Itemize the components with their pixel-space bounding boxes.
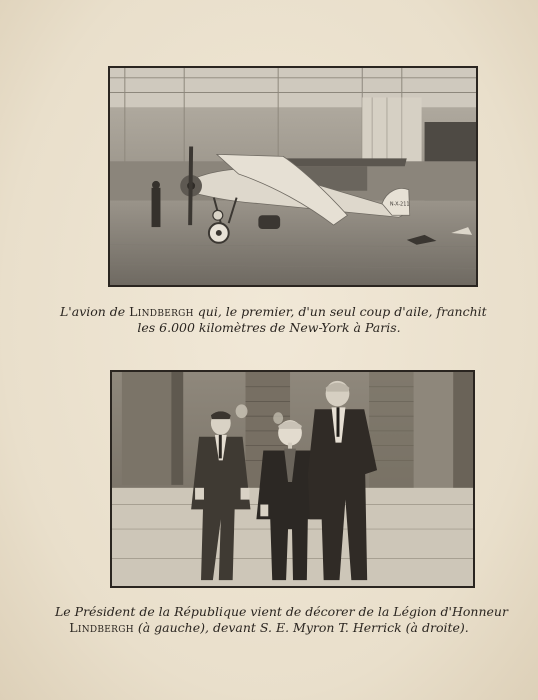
group-caption-line-2 bbox=[55, 620, 483, 636]
airplane-caption-line-2: les 6.000 kilomètres de New-York à Paris. bbox=[137, 320, 401, 335]
caption-name: Lindbergh bbox=[69, 620, 134, 635]
airplane-photo-image bbox=[110, 68, 476, 285]
group-photo bbox=[110, 370, 475, 588]
group-photo-image bbox=[112, 372, 473, 586]
caption-text: L'avion de bbox=[60, 304, 130, 319]
group-caption-line-1: Le Président de la République vient de décorer de la Légion d'Honneur bbox=[55, 604, 508, 619]
caption-text: (à gauche), devant S. E. Myron T. Herrick (à droite). bbox=[133, 620, 469, 635]
caption-text: qui, le premier, d'un seul coup d'aile, franchit bbox=[193, 304, 487, 319]
plane-registration: N-X-211 bbox=[389, 201, 410, 208]
airplane-photo bbox=[108, 66, 478, 287]
group-caption bbox=[55, 604, 508, 636]
airplane-caption-line-1 bbox=[60, 304, 487, 320]
airplane-caption bbox=[60, 304, 487, 336]
caption-name: Lindbergh bbox=[129, 304, 194, 319]
